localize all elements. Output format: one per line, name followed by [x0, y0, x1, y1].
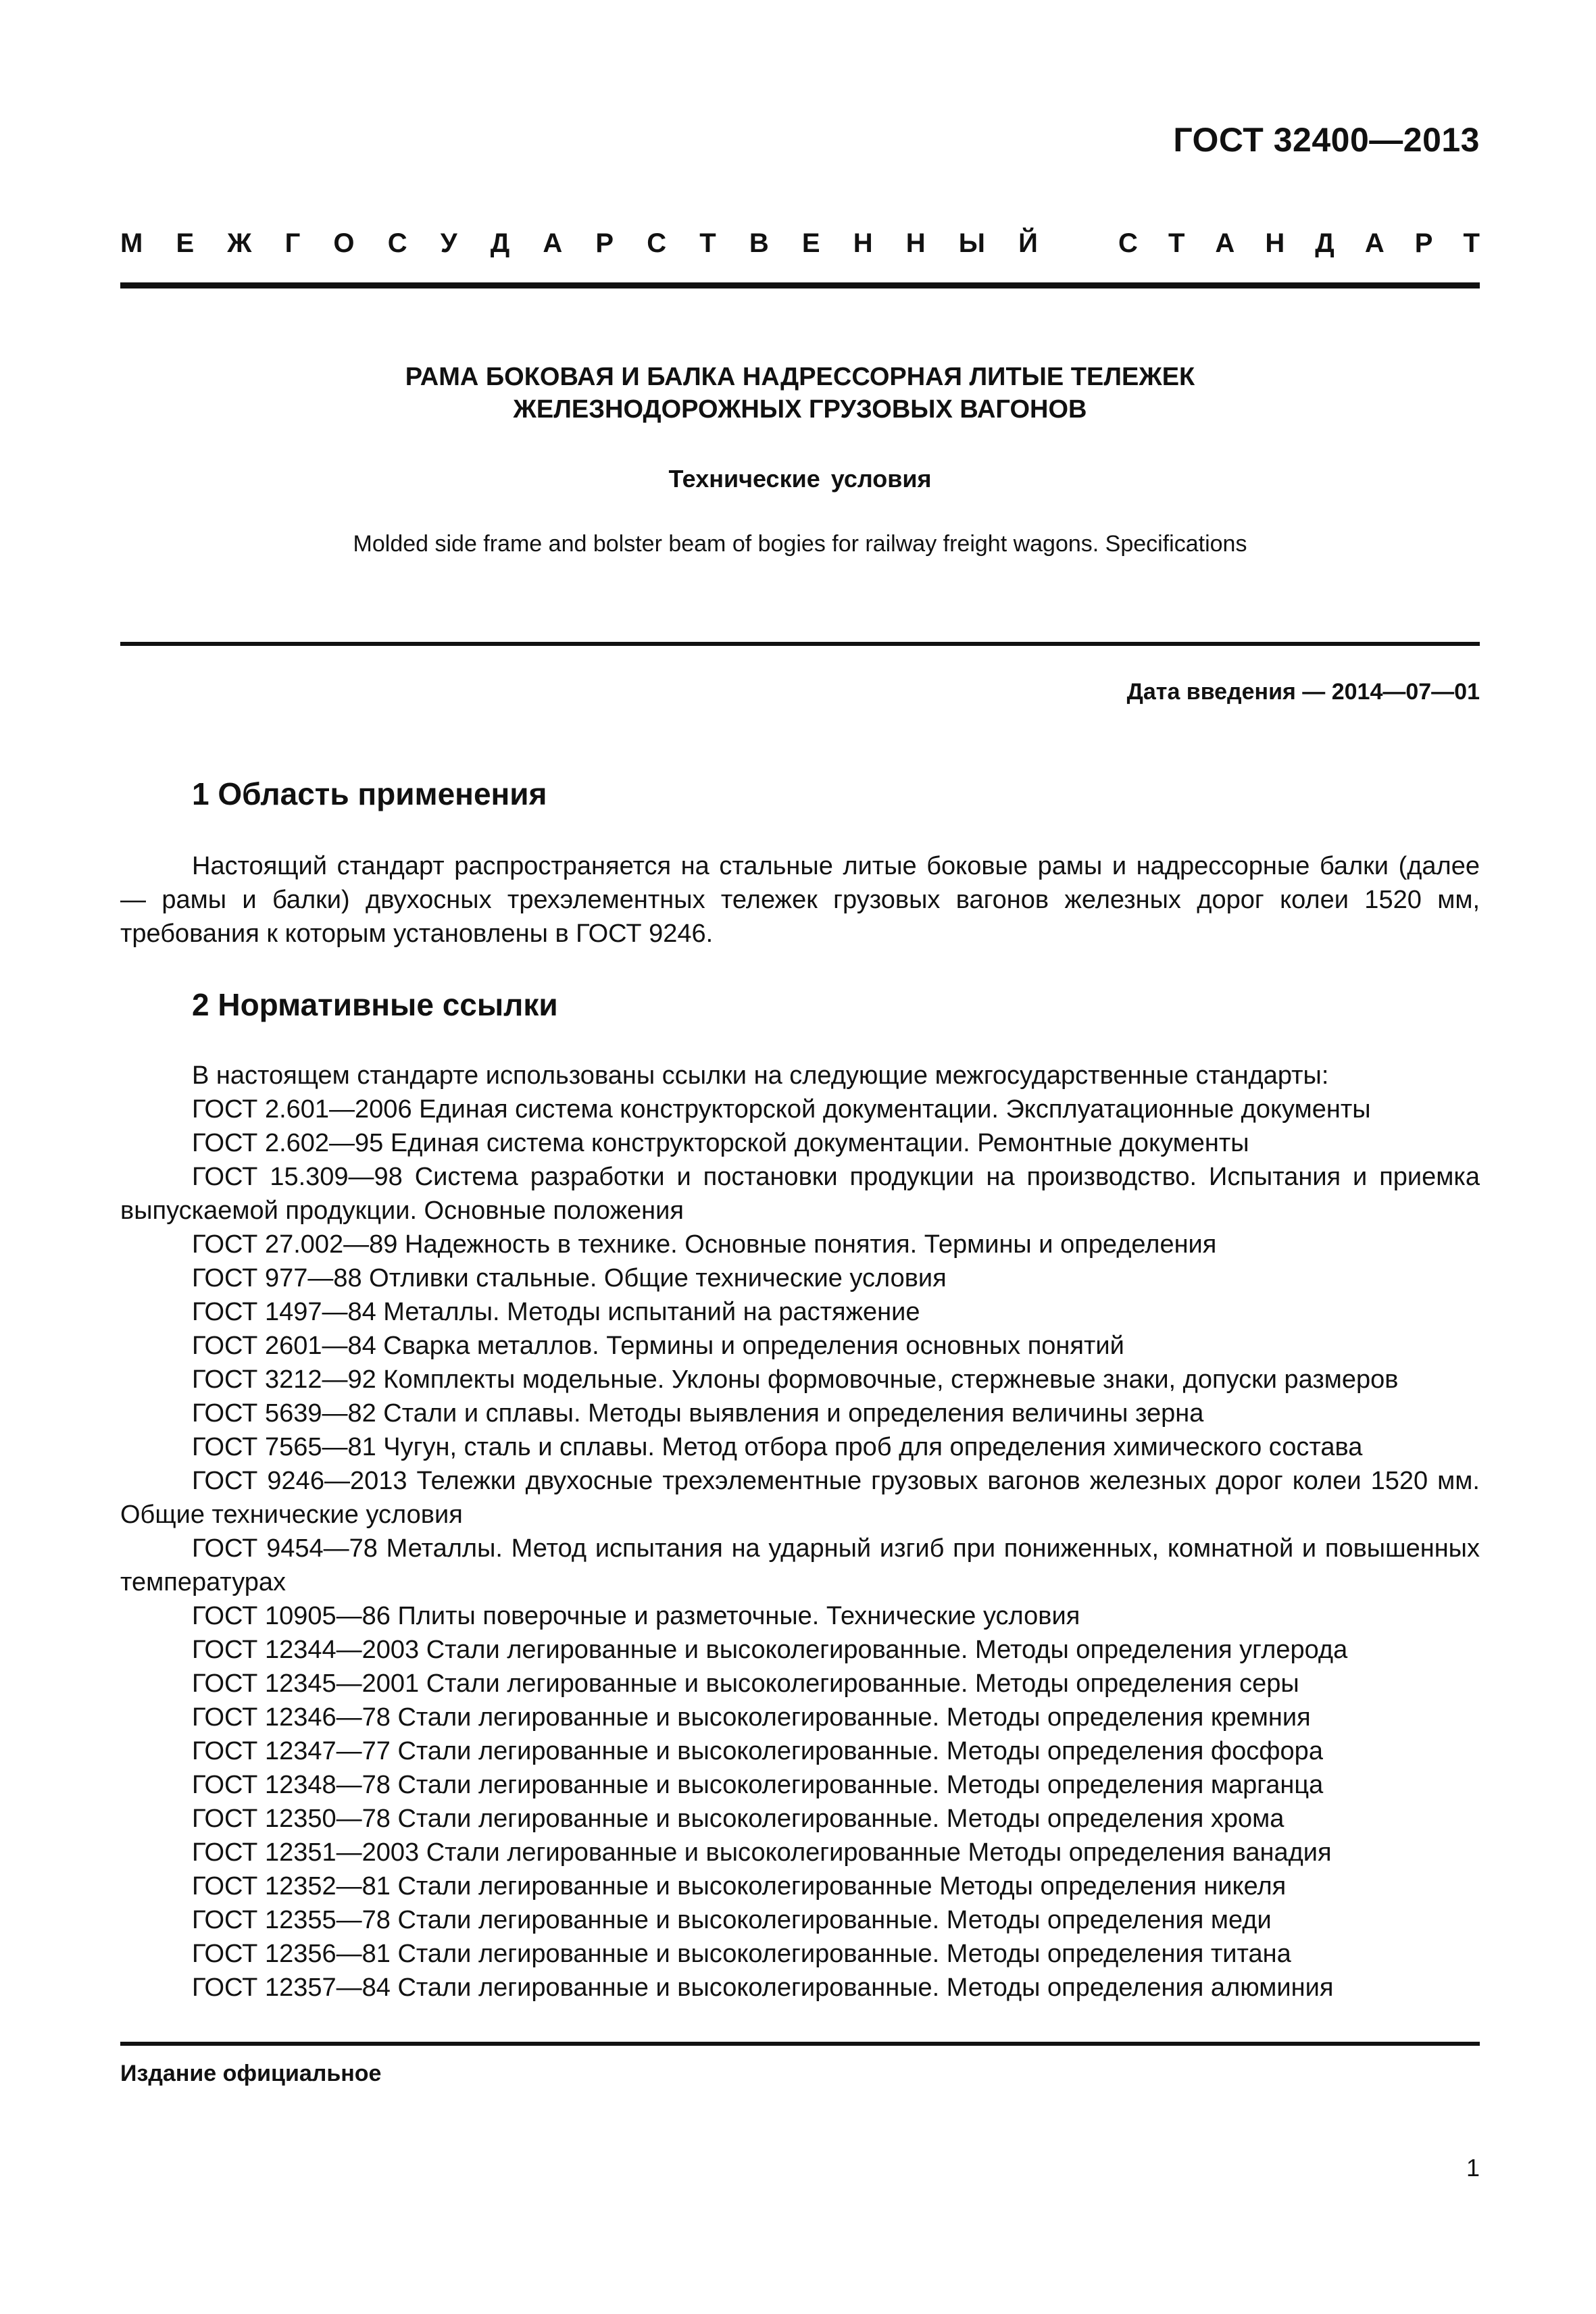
document-title-line-1: РАМА БОКОВАЯ И БАЛКА НАДРЕССОРНАЯ ЛИТЫЕ ТЕЛЕЖЕК: [405, 363, 1195, 391]
header-divider: [120, 282, 1480, 288]
banner-letter: О: [333, 228, 355, 258]
reference-item: ГОСТ 12355—78 Стали легированные и высоколегированные. Методы определения меди: [192, 1906, 1272, 1934]
reference-item: ГОСТ 2601—84 Сварка металлов. Термины и определения основных понятий: [192, 1332, 1124, 1360]
footer-divider: [120, 2042, 1480, 2046]
banner-letter: Ж: [227, 228, 252, 258]
banner-letter: Д: [1315, 228, 1335, 258]
page-number: 1: [1466, 2154, 1480, 2182]
banner-letter: Н: [905, 228, 926, 258]
reference-item: ГОСТ 12357—84 Стали легированные и высоколегированные. Методы определения алюминия: [192, 1973, 1334, 2002]
banner-letter: В: [749, 228, 769, 258]
reference-item: ГОСТ 7565—81 Чугун, сталь и сплавы. Метод отбора проб для определения химического состава: [192, 1433, 1363, 1461]
reference-item: ГОСТ 15.309—98 Система разработки и постановки продукции на производство. Испытания и приемка выпускаемой продукции. Основные положения: [120, 1163, 1480, 1225]
banner-letter: Т: [1168, 228, 1185, 258]
reference-item: ГОСТ 9246—2013 Тележки двухосные трехэлементные грузовых вагонов железных дорог колеи 1520 мм. Общие технические условия: [120, 1467, 1480, 1529]
banner-letter: Д: [490, 228, 510, 258]
banner-letter: А: [1364, 228, 1385, 258]
banner-letter: Р: [595, 228, 614, 258]
banner-letter: С: [387, 228, 407, 258]
document-title: [120, 361, 1480, 426]
banner-letter: Й: [1018, 228, 1038, 258]
banner-letter: С: [1118, 228, 1138, 258]
reference-item: ГОСТ 3212—92 Комплекты модельные. Уклоны формовочные, стержневые знаки, допуски размеров: [192, 1365, 1399, 1394]
official-edition-label: Издание официальное: [120, 2061, 382, 2086]
english-title: Molded side frame and bolster beam of bogies for railway freight wagons. Specifications: [353, 531, 1247, 557]
references-intro: В настоящем стандарте использованы ссылки на следующие межгосударственные стандарты:: [192, 1061, 1329, 1090]
section-heading-normative-references: 2 Нормативные ссылки: [192, 987, 558, 1022]
standard-type-word-interstate: [120, 228, 1038, 259]
reference-item: ГОСТ 5639—82 Стали и сплавы. Методы выявления и определения величины зерна: [192, 1399, 1204, 1428]
banner-letter: Г: [284, 228, 301, 258]
banner-letter: Е: [176, 228, 195, 258]
banner-letter: Т: [699, 228, 716, 258]
gost-number: ГОСТ 32400—2013: [1173, 121, 1480, 159]
reference-item: ГОСТ 12352—81 Стали легированные и высоколегированные Методы определения никеля: [192, 1872, 1287, 1901]
reference-item: ГОСТ 12346—78 Стали легированные и высоколегированные. Методы определения кремния: [192, 1703, 1311, 1732]
introduction-date: Дата введения — 2014—07—01: [1126, 679, 1480, 705]
reference-item: ГОСТ 9454—78 Металлы. Метод испытания на ударный изгиб при пониженных, комнатной и повышенных температурах: [120, 1534, 1480, 1596]
banner-letter: Т: [1463, 228, 1480, 258]
reference-item: ГОСТ 1497—84 Металлы. Методы испытаний на растяжение: [192, 1298, 920, 1326]
reference-item: ГОСТ 977—88 Отливки стальные. Общие технические условия: [192, 1264, 947, 1292]
reference-item: ГОСТ 12344—2003 Стали легированные и высоколегированные. Методы определения углерода: [192, 1636, 1348, 1664]
banner-letter: Н: [853, 228, 873, 258]
standard-type-banner: [120, 228, 1480, 259]
reference-item: ГОСТ 12350—78 Стали легированные и высоколегированные. Методы определения хрома: [192, 1805, 1285, 1833]
reference-item: ГОСТ 12356—81 Стали легированные и высоколегированные. Методы определения титана: [192, 1940, 1291, 1968]
banner-letter: Р: [1414, 228, 1433, 258]
banner-letter: С: [647, 228, 667, 258]
banner-letter: М: [120, 228, 143, 258]
banner-letter: Ы: [958, 228, 985, 258]
reference-item: ГОСТ 2.601—2006 Единая система конструкторской документации. Эксплуатационные документы: [192, 1095, 1371, 1124]
document-title-line-2: ЖЕЛЕЗНОДОРОЖНЫХ ГРУЗОВЫХ ВАГОНОВ: [513, 395, 1087, 424]
reference-item: ГОСТ 12351—2003 Стали легированные и высоколегированные Методы определения ванадия: [192, 1838, 1332, 1867]
reference-item: ГОСТ 27.002—89 Надежность в технике. Основные понятия. Термины и определения: [192, 1230, 1217, 1259]
banner-letter: Н: [1265, 228, 1285, 258]
section-heading-scope: 1 Область применения: [192, 776, 547, 811]
reference-item: ГОСТ 12345—2001 Стали легированные и высоколегированные. Методы определения серы: [192, 1669, 1299, 1698]
reference-item: ГОСТ 2.602—95 Единая система конструкторской документации. Ремонтные документы: [192, 1129, 1249, 1157]
title-divider: [120, 642, 1480, 646]
standard-type-word-standard: [1118, 228, 1480, 259]
normative-references-list: [120, 1059, 1480, 2005]
reference-item: ГОСТ 12347—77 Стали легированные и высоколегированные. Методы определения фосфора: [192, 1737, 1323, 1765]
banner-letter: У: [440, 228, 457, 258]
banner-letter: Е: [801, 228, 820, 258]
banner-letter: А: [543, 228, 563, 258]
reference-item: ГОСТ 12348—78 Стали легированные и высоколегированные. Методы определения марганца: [192, 1771, 1324, 1799]
scope-paragraph: Настоящий стандарт распространяется на стальные литые боковые рамы и надрессорные балки (далее — рамы и балки) двухосных трехэлементных тележек грузовых вагонов железных дорог колеи 1520 мм, требования к которым установлены в ГОСТ 9246.: [120, 852, 1480, 948]
reference-item: ГОСТ 10905—86 Плиты поверочные и разметочные. Технические условия: [192, 1602, 1080, 1630]
banner-letter: А: [1215, 228, 1235, 258]
document-subtitle: Технические условия: [668, 465, 932, 493]
